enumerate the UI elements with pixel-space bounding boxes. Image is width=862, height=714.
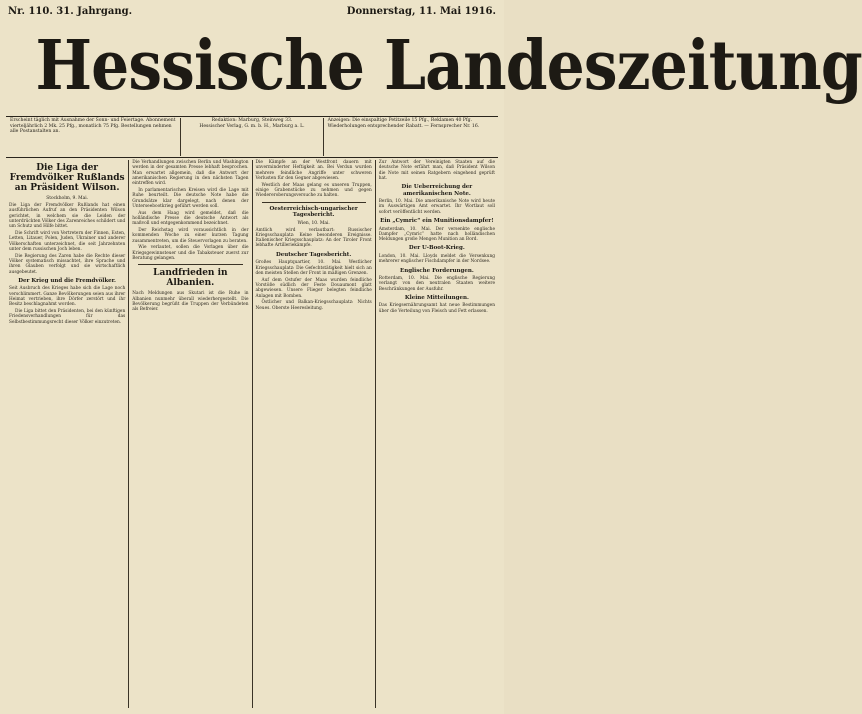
masthead-rule bbox=[6, 116, 498, 117]
paragraph: Östlicher und Balkan-Kriegsschauplatz: Nichts Neues. Oberste Heeresleitung. bbox=[255, 300, 372, 311]
paragraph: Nach Meldungen aus Skutari ist die Ruhe in Albanien nunmehr überall wiederhergestellt. Die Bevölkerung begrüßt die Truppen der Verbündeten als Befreier. bbox=[132, 291, 249, 313]
subheading: Kleine Mitteilungen. bbox=[404, 294, 469, 301]
subheading: Ein „Cymric“ ein Munitionsdampfer! bbox=[380, 218, 494, 225]
section-divider bbox=[262, 202, 366, 203]
issue-number: Nr. 110. 31. Jahrgang. bbox=[8, 6, 133, 17]
paragraph: In parlamentarischen Kreisen wird die Lage mit Ruhe beurteilt. Die deutsche Note habe die Grundsätze klar dargelegt, nach denen der Unterseebootkrieg geführt werden soll. bbox=[132, 187, 249, 209]
paragraph: Die Regierung des Zaren habe die Rechte dieser Völker systematisch missachtet, ihre Sprache und ihren Glauben verfolgt und sie wirtschaftlich ausgebeutet. bbox=[9, 253, 126, 275]
subheading: Die Ueberreichung der amerikanischen Note. bbox=[401, 184, 473, 197]
paragraph: Seit Ausbruch des Krieges habe sich die Lage noch verschlimmert. Ganze Bevölkerungen seien aus ihrer Heimat vertrieben, ihre Dörfer zerstört und ihr Besitz beschlagnahmt worden. bbox=[9, 286, 126, 308]
paragraph: Berlin, 10. Mai. Die amerikanische Note wird heute im Auswärtigen Amt erwartet. Ihr Wortlaut soll sofort veröffentlicht werden. bbox=[378, 199, 495, 215]
paragraph: Die Liga bittet den Präsidenten, bei den künftigen Friedensverhandlungen für das Selbstbestimmungsrecht dieser Völker einzutreten. bbox=[9, 309, 126, 325]
dateline: Stockholm, 9. Mai. bbox=[46, 196, 89, 201]
subheading: Englische Forderungen. bbox=[400, 267, 474, 274]
publisher-name: Hessischer Verlag, G. m. b. H., Marburg a. L. bbox=[199, 123, 305, 129]
article-columns bbox=[6, 160, 498, 708]
paragraph: Der Reichstag wird voraussichtlich in der kommenden Woche zu einer kurzen Tagung zusammentreten, um die Steuervorlagen zu beraten. bbox=[132, 228, 249, 244]
subheading: Deutscher Tagesbericht. bbox=[275, 251, 352, 258]
subheading: Der Krieg und die Fremdvölker. bbox=[18, 277, 116, 284]
paragraph: Zur Antwort der Vereinigten Staaten auf die deutsche Note erfährt man, daß Präsident Wilson die Note mit seinen Ratgebern eingehend geprüft hat. bbox=[378, 160, 495, 181]
subscription-info: Erscheint täglich mit Ausnahme der Sonn- und Feiertage. Abonnement vierteljährlich 2 Mk. 25 Pfg., monatlich 75 Pfg. Bestellungen nehmen alle Postanstalten an. bbox=[10, 118, 176, 135]
paragraph: London, 10. Mai. Lloyds meldet die Versenkung mehrerer englischer Fischdampfer in der Nordsee. bbox=[378, 253, 495, 265]
paragraph: Rotterdam, 10. Mai. Die englische Regierung verlangt von den neutralen Staaten weitere Beschränkungen der Ausfuhr. bbox=[378, 276, 495, 292]
dateline: Wien, 10. Mai. bbox=[297, 220, 330, 226]
subheading: Der U-Boot-Krieg. bbox=[408, 245, 465, 252]
paragraph: Wie verlautet, sollen die Vorlagen über die Kriegsgewinnsteuer und die Tabaksteuer zuerst zur Beratung gelangen. bbox=[132, 245, 249, 262]
column-3 bbox=[253, 160, 376, 708]
editorial-address: Redaktion: Marburg, Steinweg 33. bbox=[211, 118, 293, 123]
article-headline-albanien: Landfrieden in Albanien. bbox=[153, 268, 228, 289]
column-2 bbox=[129, 160, 252, 708]
column-4 bbox=[376, 160, 498, 708]
paragraph: Großes Hauptquartier, 10. Mai. Westlicher Kriegsschauplatz: Die Gefechtstätigkeit hielt sich an den meisten Stellen der Front in mäßigen Grenzen. bbox=[255, 260, 372, 276]
article-headline-liga: Die Liga der Fremdvölker Rußlands an Präsident Wilson. bbox=[9, 163, 125, 193]
paragraph: Die Kämpfe an der Westfront dauern mit unverminderter Heftigkeit an. Bei Verdun wurden mehrere feindliche Angriffe unter schweren Verlusten für den Gegner abgewiesen. bbox=[255, 160, 372, 181]
masthead-title: Hessische Landeszeitung bbox=[35, 26, 862, 106]
paragraph: Amtlich wird verlautbart: Russischer Kriegsschauplatz: Keine besonderen Ereignisse. Italienischer Kriegsschauplatz: An der Tiroler Front lebhafte Artilleriekämpfe. bbox=[255, 227, 372, 249]
paragraph: Aus dem Haag wird gemeldet, daß die holländische Presse die deutsche Antwort als maßvoll und entgegenkommend bezeichnet. bbox=[132, 210, 249, 227]
section-divider bbox=[138, 264, 242, 265]
paragraph: Die Liga der Fremdvölker Rußlands hat einen ausführlichen Aufruf an den Präsidenten Wilson gerichtet, in welchem sie die Leiden der unterdrückten Völker des Zarenreiches schildert und um Schutz und Hilfe bittet. bbox=[9, 203, 126, 230]
paragraph: Das Kriegsernährungsamt hat neue Bestimmungen über die Verteilung von Fleisch und Fett erlassen. bbox=[378, 303, 495, 314]
info-rule bbox=[6, 157, 498, 158]
paragraph: Die Schrift wird von Vertretern der Finnen, Esten, Letten, Litauer, Polen, Juden, Ukrainer und anderer Völkerschaften unterzeichnet, die seit Jahrzehnten unter dem russischen Joch leben. bbox=[9, 230, 126, 252]
advertising-info: Anzeigen: Die einspaltige Petitzeile 15 Pfg., Reklamen 40 Pfg. Wiederholungen entsprechender Rabatt. — Fernsprecher Nr. 16. bbox=[327, 118, 480, 129]
issue-date: Donnerstag, 11. Mai 1916. bbox=[346, 6, 496, 17]
paragraph: Die Verhandlungen zwischen Berlin und Washington werden in der gesamten Presse lebhaft besprochen. Man erwartet allgemein, daß die Antwort der amerikanischen Regierung in den nächsten Tagen eintreffen wird. bbox=[132, 160, 249, 187]
column-1 bbox=[6, 160, 129, 708]
info-bar bbox=[6, 118, 498, 156]
subheading: Oesterreichisch-ungarischer Tagesbericht. bbox=[269, 205, 358, 219]
paragraph: Amsterdam, 10. Mai. Der versenkte englische Dampfer „Cymric“ hatte nach holländischen Meldungen große Mengen Munition an Bord. bbox=[378, 226, 495, 243]
paragraph: Westlich der Maas gelang es unseren Truppen, einige Grabenstücke zu nehmen und gegen Wiedereroberungsversuche zu halten. bbox=[255, 182, 372, 199]
paragraph: Auf dem Ostufer der Maas wurden feindliche Vorstöße südlich der Feste Douaumont glatt abgewiesen. Unsere Flieger belegten feindliche Anlagen mit Bomben. bbox=[255, 277, 372, 299]
editorial-info bbox=[180, 118, 323, 156]
